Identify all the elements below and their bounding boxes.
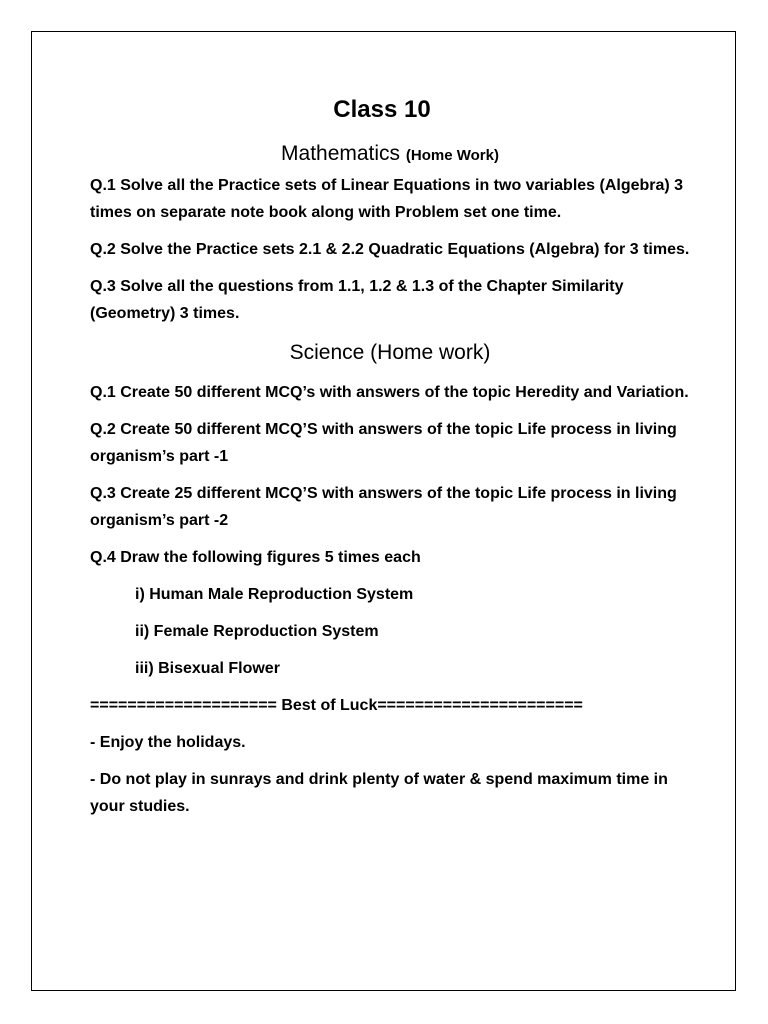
math-question-1: Q.1 Solve all the Practice sets of Linear Equations in two variables (Algebra) 3 times on separate note book along with Problem set one time. [90,177,684,221]
science-question-3: Q.3 Create 25 different MCQ’S with answers of the topic Life process in living organism’s part -2 [90,485,677,529]
note-health-studies: - Do not play in sunrays and drink plenty of water & spend maximum time in your studies. [90,771,668,815]
note-enjoy-holidays: - Enjoy the holidays. [90,734,246,751]
figure-item-2: ii) Female Reproduction System [135,623,379,640]
class-title: Class 10 [333,96,431,123]
science-question-1: Q.1 Create 50 different MCQ’s with answers of the topic Heredity and Variation. [90,384,689,401]
mathematics-title: Mathematics [281,142,401,165]
math-question-2: Q.2 Solve the Practice sets 2.1 & 2.2 Quadratic Equations (Algebra) for 3 times. [90,241,690,258]
mathematics-heading [90,142,690,166]
science-heading: Science (Home work) [289,341,491,364]
document-content [90,96,690,830]
mathematics-subtitle: (Home Work) [405,147,499,164]
figure-item-3: iii) Bisexual Flower [135,660,280,677]
math-question-3: Q.3 Solve all the questions from 1.1, 1.2 & 1.3 of the Chapter Similarity (Geometry) 3 times. [90,278,624,322]
science-question-2: Q.2 Create 50 different MCQ’S with answers of the topic Life process in living organism’s part -1 [90,421,677,465]
science-question-4: Q.4 Draw the following figures 5 times each [90,549,421,566]
figure-item-1: i) Human Male Reproduction System [135,586,414,603]
best-of-luck-divider: ==================== Best of Luck====================== [90,697,583,714]
